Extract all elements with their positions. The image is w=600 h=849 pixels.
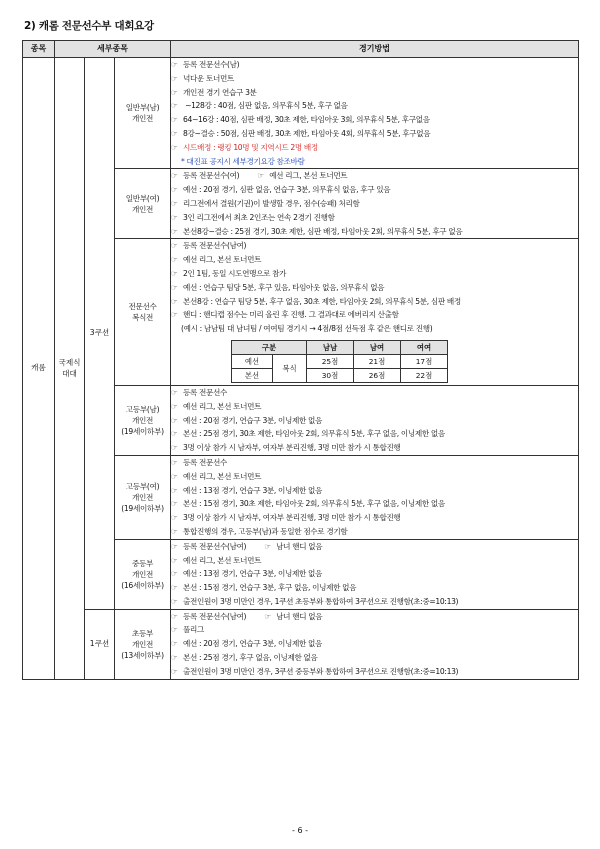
pointing-hand-icon: ☞ [171, 73, 178, 83]
rule-line [171, 581, 578, 595]
pointing-hand-icon: ☞ [171, 101, 178, 111]
rule-text: 3인 리그전에서 최초 2인조는 연속 2경기 진행함 [183, 212, 335, 222]
handicap-stage: 예선 [232, 354, 273, 368]
rule-text: 예선 리그, 본선 토너먼트 [183, 471, 262, 481]
pointing-hand-icon: ☞ [171, 583, 178, 593]
rule-text: 예선 : 13점 경기, 연습구 3분, 이닝제한 없음 [183, 485, 323, 495]
handicap-value: 26점 [354, 368, 401, 382]
rule-line [171, 540, 578, 554]
rule-text-secondary: 남녀 핸디 없음 [276, 541, 323, 551]
rule-text: 시드배정 : 랭킹 10명 및 지역시드 2명 배정 [183, 142, 318, 152]
page-number: - 6 - [292, 826, 308, 835]
rule-line [171, 567, 578, 581]
handicap-value: 17점 [401, 354, 448, 368]
category-label: 일반부(남) [125, 103, 160, 113]
handicap-header-row [232, 340, 448, 354]
pointing-hand-icon: ☞ [257, 171, 264, 181]
pointing-hand-icon: ☞ [171, 387, 178, 397]
rule-content-cell [171, 239, 579, 386]
rule-text: 출전인원이 3명 미만인 경우, 1쿠션 초등부와 통합하여 3쿠션으로 진행함(초:중=10:13) [183, 596, 459, 606]
category-label: 복식전 [131, 313, 154, 323]
pointing-hand-icon: ☞ [171, 666, 178, 676]
category-label: (19세이하부) [121, 503, 164, 513]
rule-text: 예선 : 20점 경기, 연습구 3분, 이닝제한 없음 [183, 415, 323, 425]
rule-text: 예선 : 20점 경기, 연습구 3분, 이닝제한 없음 [183, 639, 323, 649]
rule-text-secondary: 예선 리그, 본선 토너먼트 [269, 171, 348, 181]
handicap-row [232, 368, 448, 382]
rule-line [171, 665, 578, 679]
rule-line [171, 511, 578, 525]
pointing-hand-icon: ☞ [171, 282, 178, 292]
pointing-hand-icon: ☞ [171, 142, 178, 152]
cushion-3-cell: 3쿠션 [85, 58, 115, 610]
event-cell: 캐롬 [23, 58, 55, 680]
category-label-cell [115, 239, 171, 386]
category-label: 개인전 [131, 204, 154, 214]
rule-line [171, 169, 578, 183]
rule-text: 8강~결승 : 50점, 심판 배정, 30초 제한, 타임아웃 4회, 의무휴식 5분, 후구없음 [183, 128, 431, 138]
pointing-hand-icon: ☞ [171, 513, 178, 523]
category-label: (13세이하부) [121, 650, 164, 660]
header-method: 경기방법 [171, 41, 579, 58]
rule-text: 예선 : 20점 경기, 심판 없음, 연습구 3분, 의무휴식 없음, 후구 있음 [183, 185, 391, 195]
pointing-hand-icon: ☞ [171, 526, 178, 536]
handicap-header: 남여 [354, 340, 401, 354]
rule-line [171, 484, 578, 498]
category-label-cell [115, 609, 171, 679]
category-label-cell [115, 385, 171, 455]
rule-text: 등록 전문선수(남여) [183, 541, 247, 551]
rule-text: 등록 전문선수(남여) [183, 611, 247, 621]
pointing-hand-icon: ☞ [171, 296, 178, 306]
rule-line [171, 197, 578, 211]
category-label: 개인전 [131, 114, 154, 124]
page-title: 2) 캐롬 전문선수부 대회요강 [24, 20, 154, 32]
rule-text: 예선 리그, 본선 토너먼트 [183, 401, 262, 411]
rule-text: 리그전에서 결원(기권)이 발생할 경우, 점수(승패) 처리함 [183, 198, 360, 208]
rule-text: 등록 전문선수(여) [183, 171, 240, 181]
header-event: 종목 [23, 41, 55, 58]
rule-text: 본선 : 25점 경기, 후구 없음, 이닝제한 없음 [183, 653, 318, 663]
rule-line [171, 308, 578, 322]
rule-text: 등록 전문선수(남여) [183, 241, 247, 251]
handicap-note: (예시 : 남남팀 대 남녀팀 / 여여팀 경기시 → 4점/8점 선득점 후 같은 핸디로 진행) [181, 324, 433, 334]
category-label-cell [115, 169, 171, 239]
pointing-hand-icon: ☞ [171, 171, 178, 181]
rule-text: 등록 전문선수(남) [183, 60, 240, 69]
category-label: 초등부 [131, 628, 154, 638]
rule-line [171, 295, 578, 309]
rule-line [171, 497, 578, 511]
handicap-header: 여여 [401, 340, 448, 354]
rule-line [171, 441, 578, 455]
rule-line [171, 610, 578, 624]
pointing-hand-icon: ☞ [171, 255, 178, 265]
rule-text: 본선8강 : 연습구 팀당 5분, 후구 없음, 30초 제한, 타임아웃 2회, 의무휴식 5분, 심판 배정 [183, 296, 461, 306]
pointing-hand-icon: ☞ [171, 198, 178, 208]
subevent-cell: 국제식 대대 [55, 58, 85, 680]
rule-line [171, 554, 578, 568]
pointing-hand-icon: ☞ [171, 457, 178, 467]
pointing-hand-icon: ☞ [171, 87, 178, 97]
rule-line [171, 58, 578, 72]
rule-line [171, 183, 578, 197]
pointing-hand-icon: ☞ [171, 429, 178, 439]
rule-text: 3명 이상 참가 시 남자부, 여자부 분리진행, 3명 미만 참가 시 통합진행 [183, 443, 401, 453]
category-label: 중등부 [131, 558, 154, 568]
handicap-table [231, 340, 448, 383]
category-label-cell [115, 539, 171, 609]
rule-text: 본선8강~결승 : 25점 경기, 30초 제한, 심판 배정, 타임아웃 2회, 의무휴식 5분, 후구 없음 [183, 226, 463, 236]
pointing-hand-icon: ☞ [264, 541, 271, 551]
pointing-hand-icon: ☞ [171, 653, 178, 663]
rule-text: 예선 : 13점 경기, 연습구 3분, 이닝제한 없음 [183, 569, 323, 579]
pointing-hand-icon: ☞ [171, 115, 178, 125]
category-label: 전문선수 [128, 302, 157, 312]
rule-line [171, 155, 578, 169]
rule-text: 넉다운 토너먼트 [183, 73, 234, 83]
pointing-hand-icon: ☞ [171, 415, 178, 425]
pointing-hand-icon: ☞ [171, 611, 178, 621]
pointing-hand-icon: ☞ [171, 555, 178, 565]
rule-line [171, 253, 578, 267]
category-label: 일반부(여) [125, 193, 160, 203]
rule-text: ~128강 : 40점, 심판 없음, 의무휴식 5분, 후구 없음 [183, 101, 348, 111]
rule-text: 64~16강 : 40점, 심판 배정, 30초 제한, 타임아웃 3회, 의무휴식 5분, 후구없음 [183, 115, 430, 125]
rule-text-secondary: 남녀 핸디 없음 [276, 611, 323, 621]
header-detail: 세부종목 [55, 41, 171, 58]
handicap-value: 25점 [307, 354, 354, 368]
rule-content-cell [171, 609, 579, 679]
category-label: 개인전 [131, 569, 154, 579]
rule-line [171, 427, 578, 441]
rule-text: 등록 전문선수 [183, 387, 227, 397]
category-label: 개인전 [131, 492, 154, 502]
pointing-hand-icon: ☞ [171, 625, 178, 635]
category-row [23, 609, 579, 679]
handicap-row [232, 354, 448, 368]
rule-line [171, 267, 578, 281]
rule-text: 풀리그 [183, 625, 204, 635]
rule-text: * 대진표 공지시 세부경기요강 참조바람 [181, 156, 305, 166]
table-header-row [23, 41, 579, 58]
rule-line [171, 456, 578, 470]
rule-line [171, 113, 578, 127]
category-label: 고등부(남) [125, 404, 160, 414]
table-body [23, 58, 579, 680]
cushion-1-cell: 1쿠션 [85, 609, 115, 679]
rule-line [171, 127, 578, 141]
rule-line [171, 211, 578, 225]
rule-line [171, 386, 578, 400]
rule-line [171, 86, 578, 100]
rule-line [171, 400, 578, 414]
rule-text: 개인전 경기 연습구 3분 [183, 87, 257, 97]
rule-content-cell [171, 455, 579, 539]
rule-content-cell [171, 58, 579, 169]
rule-line [171, 281, 578, 295]
handicap-value: 22점 [401, 368, 448, 382]
rule-text: 출전인원이 3명 미만인 경우, 3쿠션 중등부와 통합하여 3쿠션으로 진행함(초:중=10:13) [183, 666, 459, 676]
pointing-hand-icon: ☞ [171, 128, 178, 138]
category-label: (19세이하부) [121, 426, 164, 436]
handicap-header: 남남 [307, 340, 354, 354]
category-row [23, 58, 579, 169]
rule-line [171, 637, 578, 651]
category-label-cell [115, 58, 171, 169]
rule-line [171, 651, 578, 665]
rule-line [171, 470, 578, 484]
rule-line [171, 239, 578, 253]
pointing-hand-icon: ☞ [171, 310, 178, 320]
pointing-hand-icon: ☞ [171, 241, 178, 251]
rule-line [171, 623, 578, 637]
rule-content-cell [171, 539, 579, 609]
pointing-hand-icon: ☞ [264, 611, 271, 621]
pointing-hand-icon: ☞ [171, 541, 178, 551]
pointing-hand-icon: ☞ [171, 471, 178, 481]
pointing-hand-icon: ☞ [171, 443, 178, 453]
handicap-value: 21점 [354, 354, 401, 368]
rule-text: 본선 : 15점 경기, 30초 제한, 타임아웃 2회, 의무휴식 5분, 후구 없음, 이닝제한 없음 [183, 499, 445, 509]
rule-text: 예선 리그, 본선 토너먼트 [183, 255, 262, 265]
rule-line [171, 595, 578, 609]
pointing-hand-icon: ☞ [171, 569, 178, 579]
rule-line [171, 225, 578, 239]
rule-content-cell [171, 169, 579, 239]
rule-text: 3명 이상 참가 시 남자부, 여자부 분리진행, 3명 미만 참가 시 통합진행 [183, 513, 401, 523]
pointing-hand-icon: ☞ [171, 226, 178, 236]
competition-rules-table [22, 40, 579, 680]
rule-text: 본선 : 15점 경기, 연습구 3분, 후구 없음, 이닝제한 없음 [183, 583, 357, 593]
handicap-type: 복식 [273, 354, 307, 382]
rule-content-cell [171, 385, 579, 455]
rule-text: 등록 전문선수 [183, 457, 227, 467]
pointing-hand-icon: ☞ [171, 485, 178, 495]
rule-line [171, 72, 578, 86]
category-label-cell [115, 455, 171, 539]
handicap-header: 구분 [232, 340, 307, 354]
rule-line [171, 414, 578, 428]
rule-text: 본선 : 25점 경기, 30초 제한, 타임아웃 2회, 의무휴식 5분, 후구 없음, 이닝제한 없음 [183, 429, 445, 439]
pointing-hand-icon: ☞ [171, 639, 178, 649]
pointing-hand-icon: ☞ [171, 268, 178, 278]
handicap-stage: 본선 [232, 368, 273, 382]
category-label: 개인전 [131, 415, 154, 425]
rule-text: 예선 : 연습구 팀당 5분, 후구 있음, 타임아웃 없음, 의무휴식 없음 [183, 282, 385, 292]
rule-text: 통합진행의 경우, 고등부(남)과 동일한 점수로 경기함 [183, 526, 348, 536]
category-label: 고등부(여) [125, 481, 160, 491]
rule-text: 2인 1팀, 동일 시도연맹으로 참가 [183, 268, 287, 278]
pointing-hand-icon: ☞ [171, 596, 178, 606]
rule-text: 예선 리그, 본선 토너먼트 [183, 555, 262, 565]
handicap-value: 30점 [307, 368, 354, 382]
category-label: (16세이하부) [121, 580, 164, 590]
pointing-hand-icon: ☞ [171, 60, 178, 69]
pointing-hand-icon: ☞ [171, 499, 178, 509]
rule-line [171, 525, 578, 539]
pointing-hand-icon: ☞ [171, 212, 178, 222]
category-label: 개인전 [131, 639, 154, 649]
pointing-hand-icon: ☞ [171, 185, 178, 195]
rule-line [171, 141, 578, 155]
rule-text: 핸디 : 핸디캡 점수는 미리 올린 후 진행. 그 결과대로 에버리지 산출함 [183, 310, 399, 320]
rule-line [171, 99, 578, 113]
pointing-hand-icon: ☞ [171, 401, 178, 411]
